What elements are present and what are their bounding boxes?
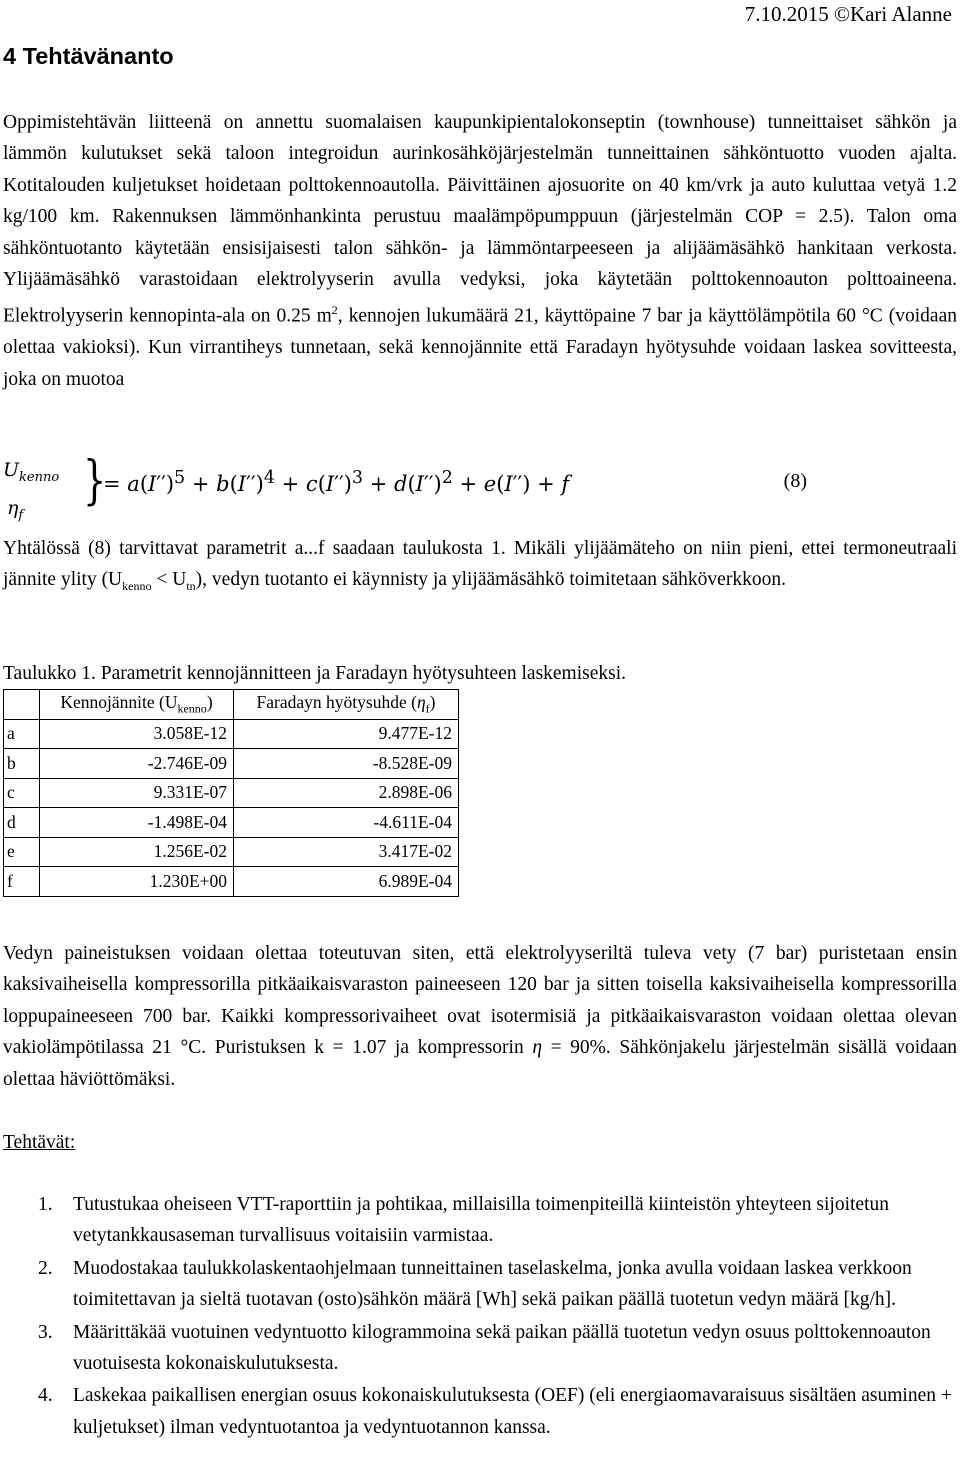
param-eta-value: 2.898E-06 (234, 778, 459, 808)
param-name: b (4, 749, 40, 779)
list-item (3, 1189, 957, 1252)
table-header-row (4, 690, 459, 720)
tasks-list (3, 1189, 957, 1444)
list-item (3, 1253, 957, 1316)
after-eq-sub-2: tn (186, 579, 196, 594)
table-row (4, 867, 459, 897)
param-u-value: -2.746E-09 (40, 749, 234, 779)
intro-paragraph (3, 107, 957, 395)
param-u-value: -1.498E-04 (40, 808, 234, 838)
intro-text-1: Oppimistehtävän liitteenä on annettu suomalaisen kaupunkipientalokonseptin (townhouse) tunneittaiset sähkön ja lämmön kulutukset sekä taloon integroidun aurinkosähköjärjestelmän tunneittainen sähköntuotto vuoden ajalta. Kotitalouden kuljetukset hoidetaan polttokennoautolla. Päivittäinen ajosuorite on 40 km/vrk ja auto kuluttaa vetyä 1.2 kg/100 km. Rakennuksen lämmönhankinta perustuu maalämpöpumppuun (järjestelmän COP = 2.5). Talon oma sähköntuotanto käytetään ensisijaisesti talon sähkön- ja lämmöntarpeeseen ja alijäämäsähkö hankitaan verkosta. Ylijäämäsähkö varastoidaan elektrolyyserin avulla vedyksi, joka käytetään polttokennoauton polttoaineena. Elektrolyyserin kennopinta-ala on 0.25 m (3, 112, 957, 327)
param-name: f (4, 867, 40, 897)
compression-text-2: = 90%. Sähkönjakelu järjestelmän sisällä voidaan olettaa häviöttömäksi. (3, 1037, 957, 1090)
after-eq-text-3: ), vedyn tuotanto ei käynnisty ja ylijäämäsähkö toimitetaan sähköverkkoon. (195, 569, 786, 591)
parameter-table (3, 689, 459, 897)
list-item (3, 1317, 957, 1380)
task-text: Määrittäkää vuotuinen vedyntuotto kilogrammoina sekä paikan päällä tuotetun vedyn osuus polttokennoauton vuotuisesta kokonaiskulutuksesta. (73, 1321, 931, 1375)
param-name: a (4, 719, 40, 749)
header-empty-cell (4, 690, 40, 720)
tasks-title: Tehtävät: (3, 1132, 76, 1153)
eq-u-symbol: U (3, 459, 20, 481)
intro-text-2: , kennojen lukumäärä 21, käyttöpaine 7 bar ja käyttölämpötila 60 °C (voidaan olettaa vakioksi). Kun virrantiheys tunnetaan, sekä kennojännite että Faradayn hyötysuhde voidaan laskea sovitteesta, joka on muotoa (3, 305, 957, 390)
after-equation-paragraph (3, 533, 957, 603)
table-row (4, 749, 459, 779)
compression-eta: η (532, 1037, 542, 1059)
equation-number: (8) (783, 470, 807, 492)
param-u-value: 1.230E+00 (40, 867, 234, 897)
task-text: Laskekaa paikallisen energian osuus kokonaiskulutuksesta (OEF) (eli energiaomavaraisuus sisältäen asuminen + kuljetukset) ilman vedyntuotantoa ja vedyntuotannon kanssa. (73, 1385, 952, 1438)
task-number: 3. (38, 1321, 53, 1343)
param-u-value: 9.331E-07 (40, 778, 234, 808)
brace-icon: } (82, 451, 107, 511)
param-u-value: 1.256E-02 (40, 837, 234, 867)
task-text: Tutustukaa oheiseen VTT-raporttiin ja pohtikaa, millaisilla toimenpiteillä kiinteistön yhteyteen sijoitetun vetytankkausaseman turvallisuus voitaisiin varmistaa. (73, 1194, 889, 1247)
param-eta-value: 3.417E-02 (234, 837, 459, 867)
param-name: d (4, 808, 40, 838)
after-eq-sub-1: kenno (122, 579, 152, 594)
after-eq-text-1: Yhtälössä (8) tarvittavat parametrit a...f saadaan taulukosta 1. Mikäli ylijäämäteho on niin pieni, ettei termoneutraali jännite ylity (U (3, 538, 957, 591)
task-number: 4. (38, 1385, 53, 1407)
header-faraday: Faradayn hyötysuhde $(\eta_f)$ (234, 690, 459, 720)
table-row (4, 778, 459, 808)
table-row (4, 837, 459, 867)
table-caption: Taulukko 1. Parametrit kennojännitteen ja Faradayn hyötysuhteen laskemiseksi. (3, 663, 627, 684)
eq-eta-subscript: f (18, 507, 24, 523)
task-number: 1. (38, 1194, 53, 1215)
param-eta-value: -8.528E-09 (234, 749, 459, 779)
param-name: e (4, 837, 40, 867)
equation-rhs: = $a(I'')^5 + b(I'')^4 + c(I'')^3 + d(I'')^2 + e(I'') + f$ (103, 468, 570, 496)
equation-lhs (3, 455, 59, 531)
intro-superscript: 2 (331, 303, 338, 318)
eq-eta-symbol: η (7, 496, 19, 519)
param-u-value: 3.058E-12 (40, 719, 234, 749)
after-eq-text-2: < U (151, 569, 187, 591)
compression-paragraph (3, 938, 957, 1095)
compression-text-1: Vedyn paineistuksen voidaan olettaa toteutuvan siten, että elektrolyyseriltä tuleva vety (7 bar) puristetaan ensin kaksivaiheisella kompressorilla pitkäaikaisvaraston paineeseen 120 bar ja sitten toisella kaksivaiheisella kompressorilla loppupaineeseen 700 bar. Kaikki kompressorivaiheet ovat isotermisiä ja pitkäaikaisvaraston voidaan olettaa olevan vakiolämpötilassa 21 °C. Puristuksen k = 1.07 ja kompressorin (3, 943, 957, 1059)
date-author-line: 7.10.2015 ©Kari Alanne (744, 2, 952, 26)
header-kennojannite: Kennojännite $(U_{kenno})$ (40, 690, 234, 720)
section-title: 4 Tehtävänanto (3, 43, 174, 69)
param-eta-value: 9.477E-12 (234, 719, 459, 749)
eq-u-subscript: kenno (19, 469, 60, 485)
table-row (4, 719, 459, 749)
table-row (4, 808, 459, 838)
param-eta-value: 6.989E-04 (234, 867, 459, 897)
list-item (3, 1380, 957, 1443)
param-name: c (4, 778, 40, 808)
equation-8 (3, 451, 957, 523)
param-eta-value: -4.611E-04 (234, 808, 459, 838)
task-text: Muodostakaa taulukkolaskentaohjelmaan tunneittainen taselaskelma, jonka avulla voidaan laskea verkkoon toimitettavan ja sieltä tuotavan (osto)sähkön määrä [Wh] sekä paikan päällä tuotetun vedyn määrä [kg/h]. (73, 1257, 912, 1311)
task-number: 2. (38, 1257, 53, 1279)
